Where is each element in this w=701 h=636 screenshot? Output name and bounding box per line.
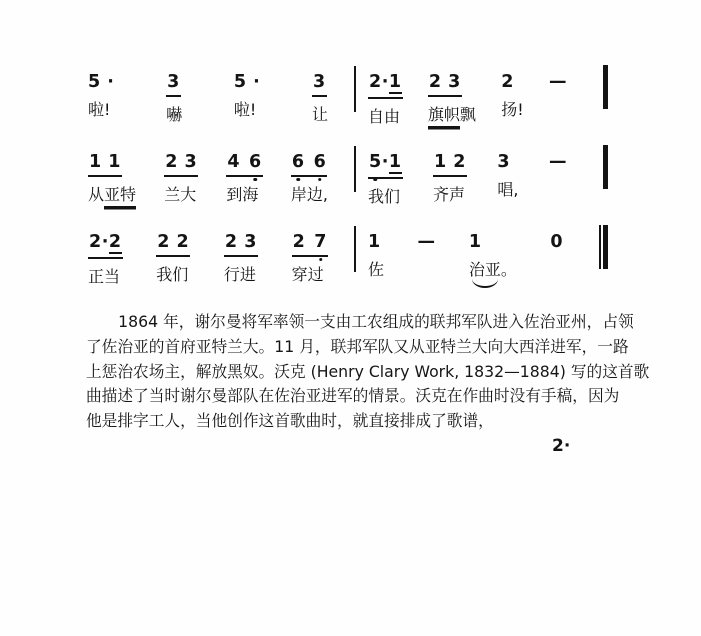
lyric-syllable — [368, 187, 400, 207]
note-digit: 3 — [167, 72, 180, 92]
lyric-syllable — [368, 107, 400, 127]
jianpu-note-group — [433, 152, 467, 177]
note-digit: 5 · — [233, 72, 261, 92]
jianpu-note-group — [292, 232, 328, 257]
note-cell — [550, 232, 563, 252]
lyric-syllable — [156, 265, 188, 285]
note-digit: — — [548, 72, 567, 92]
jianpu-note-group — [428, 72, 462, 97]
jianpu-note-group — [368, 152, 403, 179]
note-cell — [88, 232, 123, 287]
jianpu-note-group — [88, 72, 114, 92]
lyric-syllable — [88, 185, 136, 207]
note-digit: 1 — [388, 72, 402, 92]
note-digit: 2 — [89, 232, 102, 252]
lyric-text-slurred: 治亚 — [468, 260, 501, 279]
lyric-text: 啦! — [88, 100, 111, 119]
lyric-text: 行进 — [223, 265, 256, 284]
note-cell — [549, 72, 567, 92]
jianpu-note-group — [312, 72, 327, 97]
note-digit: 5 · — [88, 72, 115, 92]
lyric-syllable — [433, 185, 465, 205]
jianpu-note-group — [88, 232, 123, 259]
lyric-text: 让 — [311, 105, 328, 124]
note-digit: 1 — [388, 152, 402, 172]
lyric-text: 旗帜 — [428, 105, 460, 127]
annotation-paragraph-line: 了佐治亚的首府亚特兰大。11 月，联邦军队又从亚特兰大向大西洋进军，一路 — [86, 336, 629, 356]
lyric-text: 兰大 — [164, 185, 197, 204]
jianpu-note-group — [88, 152, 122, 177]
note-digit: 2 — [501, 72, 514, 92]
jianpu-note-group — [234, 72, 260, 92]
note-cell — [164, 152, 198, 205]
measure — [88, 232, 354, 287]
jianpu-note-group — [164, 152, 198, 177]
note-digit: 3 — [312, 72, 326, 92]
note-digit-low-octave: 5 — [369, 152, 382, 172]
jianpu-note-group — [166, 72, 181, 97]
note-digit: — — [548, 152, 567, 172]
note-cell — [166, 72, 182, 125]
note-cell — [312, 72, 328, 125]
jianpu-note-group — [501, 72, 514, 92]
note-digit: — — [417, 232, 436, 252]
jianpu-note-group — [497, 152, 510, 172]
dash-sustain-mark — [549, 152, 567, 172]
lyric-text: 亚特 — [104, 185, 136, 207]
dash-sustain-mark — [549, 72, 567, 92]
lyric-syllable — [226, 185, 258, 205]
note-digit: 2 3 — [165, 152, 198, 172]
rest-mark — [550, 232, 563, 252]
note-digit: 2 — [292, 232, 306, 252]
music-system-3 — [88, 232, 608, 287]
note-cell — [88, 152, 136, 207]
measure — [88, 72, 354, 125]
augmentation-dot: · — [101, 232, 109, 252]
measure — [356, 72, 603, 127]
lyric-syllable — [368, 260, 384, 280]
note-digit: 2 — [108, 232, 122, 252]
note-digit: 3 — [497, 152, 511, 172]
annotation-paragraph-line: 曲描述了当时谢尔曼部队在佐治亚进军的情景。沃克在作曲时没有手稿，因为 — [86, 386, 620, 406]
note-cell — [291, 152, 328, 205]
lyric-syllable — [224, 265, 256, 285]
annotation-paragraph-line: 上惩治农场主，解放黑奴。沃克 (Henry Clary Work, 1832—1884) 写的这首歌 — [86, 361, 650, 381]
end-barline — [603, 65, 608, 109]
jianpu-note-group — [291, 152, 327, 177]
lyric-syllable — [88, 267, 120, 287]
note-digit-low-octave: 6 — [249, 152, 262, 172]
note-cell — [224, 232, 258, 285]
measure — [356, 232, 599, 280]
note-cell — [428, 72, 476, 127]
note-digit: 1 — [468, 232, 482, 252]
note-cell — [368, 232, 384, 280]
jianpu-note-group — [368, 232, 381, 252]
lyric-text: 唱, — [497, 180, 519, 199]
lyric-text: 嚇 — [166, 105, 183, 124]
measure — [356, 152, 603, 207]
note-cell — [417, 232, 435, 252]
jianpu-note-group — [226, 152, 262, 177]
note-cell — [469, 232, 517, 280]
lyric-syllable — [166, 105, 182, 125]
lyric-syllable — [292, 265, 324, 285]
lyric-syllable — [312, 105, 328, 125]
dash-sustain-mark — [417, 232, 435, 252]
note-digit: 1 1 — [89, 152, 121, 172]
lyric-syllable — [88, 100, 110, 120]
lyric-text: 飘 — [459, 105, 476, 124]
note-cell — [88, 72, 114, 120]
note-digit: 2 3 — [224, 232, 257, 252]
lyric-syllable — [501, 100, 523, 120]
note-cell — [501, 72, 523, 120]
note-cell — [156, 232, 190, 285]
note-cell — [433, 152, 467, 205]
lyric-text: 。 — [500, 260, 517, 279]
note-cell — [292, 232, 328, 285]
lyric-syllable — [164, 185, 196, 205]
lyric-text: 扬! — [501, 100, 524, 119]
note-cell — [497, 152, 518, 200]
note-digit: 2 2 — [157, 232, 190, 252]
lyric-text: 齐声 — [433, 185, 466, 204]
note-cell — [226, 152, 262, 205]
lyric-syllable — [497, 180, 518, 200]
final-barline — [599, 225, 608, 269]
note-digit: 1 2 — [434, 152, 466, 172]
augmentation-dot: · — [381, 152, 389, 172]
annotation-paragraph-line: 1864 年，谢尔曼将军率领一支由工农组成的联邦军队进入佐治亚州，占领 — [118, 312, 634, 331]
lyric-text: 佐 — [368, 260, 385, 279]
lyric-text: 我们 — [368, 187, 401, 206]
jianpu-note-group — [224, 232, 258, 257]
note-cell — [368, 72, 403, 127]
note-digit-low-octave: 6 — [313, 152, 327, 172]
jianpu-note-group — [156, 232, 190, 257]
lyric-syllable — [291, 185, 328, 205]
lyric-text: 自由 — [368, 107, 401, 126]
note-digit-low-octave: 7 — [314, 232, 327, 252]
note-cell — [368, 152, 403, 207]
music-system-2 — [88, 152, 608, 207]
lyric-text: 正当 — [88, 267, 121, 286]
note-digit-low-octave: 6 — [291, 152, 305, 172]
final-barline-thick — [603, 225, 608, 269]
annotation-paragraph — [86, 310, 650, 434]
lyric-syllable — [469, 260, 517, 280]
note-digit: 0 — [550, 232, 563, 252]
jianpu-note-group — [368, 72, 403, 99]
lyric-text: 到海 — [226, 185, 259, 204]
lyric-text: 啦! — [233, 100, 257, 119]
annotation-paragraph-line: 他是排字工人，当他创作这首歌曲时，就直接排成了歌谱， — [86, 411, 494, 431]
note-digit: 2 3 — [428, 72, 461, 92]
lyric-text: 穿过 — [291, 265, 324, 284]
lyric-syllable — [234, 100, 256, 120]
page-number: 2· — [552, 436, 571, 456]
augmentation-dot: · — [381, 72, 389, 92]
lyric-syllable — [428, 105, 476, 127]
note-digit: 2 — [369, 72, 382, 92]
measure — [88, 152, 354, 207]
final-barline-thin — [599, 225, 601, 269]
lyric-text: 岸边, — [290, 185, 328, 204]
music-system-1 — [88, 72, 608, 127]
lyric-text: 我们 — [156, 265, 189, 284]
end-barline — [603, 145, 608, 189]
jianpu-note-group — [469, 232, 482, 252]
lyric-text: 从 — [88, 185, 105, 204]
note-digit: 1 — [368, 232, 381, 252]
note-cell — [234, 72, 260, 120]
note-cell — [549, 152, 567, 172]
note-digit: 4 — [227, 152, 241, 172]
